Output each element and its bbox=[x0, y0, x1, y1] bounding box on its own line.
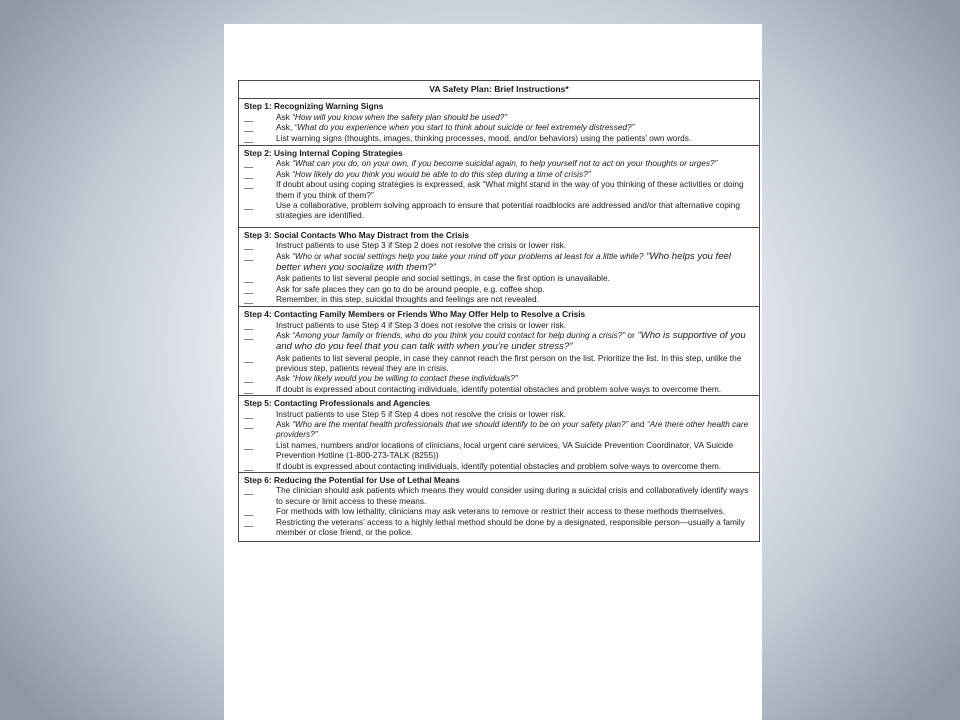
instruction-plain-text: Instruct patients to use Step 4 if Step 3 does not resolve the crisis or lower risk. bbox=[276, 319, 567, 330]
instruction-plain-text: List names, numbers and/or locations of clinicians, local urgent care services, VA Suicide Prevention Coordinator, VA Suicide Prevention Hotline (1-800-273-TALK (8255)) bbox=[276, 439, 734, 461]
checkbox-blank-line: __ bbox=[244, 111, 254, 122]
checkbox-blank-line: __ bbox=[244, 516, 254, 527]
instruction-question: “How likely would you be willing to contact these individuals?” bbox=[292, 373, 518, 384]
instruction-plain-text: Ask for safe places they can go to do be around people, e.g. coffee shop. bbox=[276, 283, 545, 294]
step-title: Step 6: Reducing the Potential for Use of Lethal Means bbox=[244, 475, 460, 485]
instruction-question: “How likely do you think you would be able to do this step during a time of crisis?” bbox=[292, 168, 591, 179]
instruction-item bbox=[244, 294, 753, 304]
instruction-item bbox=[244, 409, 753, 419]
checkbox-blank-line: __ bbox=[244, 200, 254, 211]
checkbox-blank-line: __ bbox=[244, 250, 254, 261]
instruction-text bbox=[276, 240, 753, 250]
instruction-item bbox=[244, 461, 753, 471]
document-page bbox=[224, 24, 762, 720]
instruction-question: “Who helps you feel better when you socialize with them?” bbox=[276, 250, 732, 273]
checkbox-blank-line: __ bbox=[244, 418, 254, 429]
instruction-question: “Who or what social settings help you take your mind off your problems at least for a little while? bbox=[292, 250, 644, 261]
step-title: Step 2: Using Internal Coping Strategies bbox=[244, 148, 403, 159]
instruction-plain-text: or bbox=[625, 330, 635, 341]
checkbox-blank-line: __ bbox=[244, 319, 254, 330]
step-section-4 bbox=[239, 307, 759, 396]
checkbox-blank-line: __ bbox=[244, 330, 254, 341]
checkbox-blank-line: __ bbox=[244, 439, 254, 450]
instruction-plain-text: Instruct patients to use Step 3 if Step 2 does not resolve the crisis or lower risk. bbox=[276, 240, 567, 251]
instruction-plain-text: Ask patients to list several people and social settings, in case the first option is unavailable. bbox=[276, 273, 610, 284]
instruction-text bbox=[276, 200, 753, 221]
instruction-plain-text: Ask bbox=[276, 158, 293, 169]
instruction-item bbox=[244, 273, 753, 283]
instruction-item bbox=[244, 179, 753, 200]
instruction-plain-text: The clinician should ask patients which means they would consider using during a suicidal crisis and collaboratively identify ways to secure or limit access to these means. bbox=[276, 485, 749, 506]
instruction-plain-text: and bbox=[628, 418, 645, 429]
step-title: Step 4: Contacting Family Members or Friends Who May Offer Help to Resolve a Crisis bbox=[244, 309, 586, 320]
instruction-question: “Who is supportive of you and who do you feel that you can talk with when you’re under stress?” bbox=[276, 330, 746, 353]
instruction-text bbox=[276, 506, 753, 516]
step-section-2 bbox=[239, 146, 759, 228]
instruction-item bbox=[244, 517, 753, 538]
instruction-plain-text: Ask bbox=[276, 111, 293, 122]
instruction-question: “What can you do, on your own, if you become suicidal again, to help yourself not to act on your thoughts or urges?” bbox=[292, 158, 718, 169]
instruction-item bbox=[244, 485, 753, 506]
instruction-plain-text: If doubt is expressed about contacting individuals, identify potential obstacles and problem solve ways to overcome them. bbox=[276, 460, 722, 471]
instruction-text bbox=[276, 517, 753, 538]
instruction-question: “Are there other health care providers?” bbox=[276, 418, 749, 440]
instruction-item bbox=[244, 419, 753, 440]
instruction-item bbox=[244, 251, 753, 273]
step-section-5 bbox=[239, 396, 759, 473]
checkbox-blank-line: __ bbox=[244, 283, 254, 294]
instruction-plain-text: Ask bbox=[276, 373, 293, 384]
instruction-item bbox=[244, 133, 753, 143]
instruction-item bbox=[244, 440, 753, 461]
instruction-question: “How will you know when the safety plan should be used?” bbox=[292, 111, 508, 122]
checkbox-blank-line: __ bbox=[244, 408, 254, 419]
instruction-plain-text: Remember, in this step, suicidal thoughts and feelings are not revealed. bbox=[276, 293, 539, 304]
instruction-plain-text: Ask patients to list several people, in case they cannot reach the first person on the list. Prioritize the list. In this step, unlike the previous step, patients reveal they are in crisis. bbox=[276, 352, 742, 373]
instruction-text bbox=[276, 373, 753, 383]
checkbox-blank-line: __ bbox=[244, 352, 254, 363]
instruction-text bbox=[276, 461, 753, 471]
instruction-item bbox=[244, 122, 753, 132]
step-section-3 bbox=[239, 228, 759, 307]
instruction-plain-text: For methods with low lethality, clinicians may ask veterans to remove or restrict their access to these methods themselves. bbox=[276, 506, 725, 517]
instruction-item bbox=[244, 506, 753, 516]
instruction-item bbox=[244, 112, 753, 122]
checkbox-blank-line: __ bbox=[244, 273, 254, 284]
instruction-plain-text: If doubt is expressed about contacting individuals, identify potential obstacles and problem solve ways to overcome them. bbox=[276, 383, 722, 394]
instruction-text bbox=[276, 419, 753, 440]
instruction-text bbox=[276, 294, 753, 304]
document-title: VA Safety Plan: Brief Instructions* bbox=[239, 81, 759, 99]
step-section-6 bbox=[239, 473, 759, 541]
instruction-plain-text: Ask bbox=[276, 250, 293, 261]
instruction-item bbox=[244, 169, 753, 179]
checkbox-blank-line: __ bbox=[244, 158, 254, 169]
checkbox-blank-line: __ bbox=[244, 506, 254, 517]
instruction-plain-text: If doubt about using coping strategies is expressed, ask “What might stand in the way of you thinking of these activities or doing them if you think of them?” bbox=[276, 179, 744, 200]
instruction-text bbox=[276, 353, 753, 374]
instruction-plain-text: Instruct patients to use Step 5 if Step 4 does not resolve the crisis or lower risk. bbox=[276, 408, 567, 419]
instruction-plain-text: Ask, bbox=[276, 122, 295, 133]
instruction-text bbox=[276, 122, 753, 132]
checkbox-blank-line: __ bbox=[244, 373, 254, 384]
checkbox-blank-line: __ bbox=[244, 240, 254, 251]
checkbox-blank-line: __ bbox=[244, 460, 254, 471]
instruction-plain-text: Use a collaborative, problem solving approach to ensure that potential roadblocks are addressed and/or that alternative coping strategies are identified. bbox=[276, 200, 740, 221]
instruction-question: “What do you experience when you start to think about suicide or feel extremely distressed?” bbox=[294, 122, 635, 133]
instruction-item bbox=[244, 200, 753, 221]
instruction-item bbox=[244, 320, 753, 330]
instruction-item bbox=[244, 353, 753, 374]
checkbox-blank-line: __ bbox=[244, 383, 254, 394]
step-title: Step 3: Social Contacts Who May Distract from the Crisis bbox=[244, 229, 469, 240]
instruction-plain-text: Ask bbox=[276, 418, 293, 429]
instruction-text bbox=[276, 409, 753, 419]
instruction-text bbox=[276, 284, 753, 294]
instruction-text bbox=[276, 384, 753, 394]
checkbox-blank-line: __ bbox=[244, 293, 254, 304]
instruction-plain-text: Restricting the veterans’ access to a highly lethal method should be done by a designated, responsible person—usually a family member or close friend, or the police. bbox=[276, 516, 745, 538]
instruction-item bbox=[244, 384, 753, 394]
instructions-table bbox=[238, 80, 760, 542]
instruction-text bbox=[276, 112, 753, 122]
instruction-item bbox=[244, 373, 753, 383]
checkbox-blank-line: __ bbox=[244, 168, 254, 179]
checkbox-blank-line: __ bbox=[244, 122, 254, 133]
instruction-text bbox=[276, 133, 753, 143]
instruction-plain-text: List warning signs (thoughts, images, thinking processes, mood, and/or behaviors) using the patients’ own words. bbox=[276, 132, 692, 143]
checkbox-blank-line: __ bbox=[244, 132, 254, 143]
instruction-item bbox=[244, 284, 753, 294]
instruction-text bbox=[276, 169, 753, 179]
instruction-text bbox=[276, 440, 753, 461]
instruction-plain-text: Ask bbox=[276, 330, 293, 341]
checkbox-blank-line: __ bbox=[244, 485, 254, 496]
checkbox-blank-line: __ bbox=[244, 179, 254, 190]
instruction-text bbox=[276, 485, 753, 506]
instruction-plain-text: Ask bbox=[276, 168, 293, 179]
steps-container bbox=[239, 99, 759, 541]
instruction-text bbox=[276, 158, 753, 168]
instruction-item bbox=[244, 158, 753, 168]
instruction-text bbox=[276, 273, 753, 283]
instruction-text bbox=[276, 330, 753, 352]
instruction-text bbox=[276, 320, 753, 330]
step-title: Step 5: Contacting Professionals and Agencies bbox=[244, 398, 430, 409]
instruction-text bbox=[276, 251, 753, 273]
instruction-question: “Among your family or friends, who do you think you could contact for help during a crisis?” bbox=[292, 330, 626, 341]
instruction-item bbox=[244, 330, 753, 352]
instruction-text bbox=[276, 179, 753, 200]
instruction-question: “Who are the mental health professionals that we should identify to be on your safety plan?” bbox=[292, 418, 629, 429]
step-section-1 bbox=[239, 99, 759, 146]
step-title: Step 1: Recognizing Warning Signs bbox=[244, 101, 384, 112]
instruction-item bbox=[244, 240, 753, 250]
